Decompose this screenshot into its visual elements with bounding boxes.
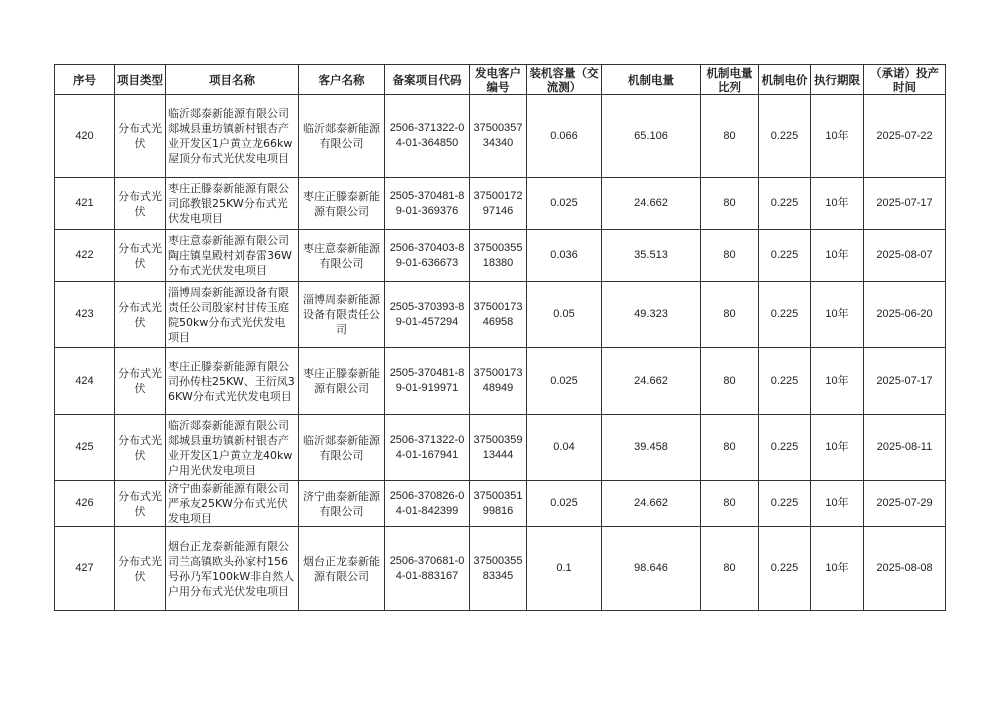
commission-date-cell: 2025-06-20: [864, 282, 946, 348]
project-type-cell: 分布式光伏: [115, 348, 166, 415]
project-name-cell: 枣庄意泰新能源有限公司陶庄镇皇殿村刘春雷36W分布式光伏发电项目: [166, 230, 299, 282]
energy-ratio-cell: 80: [701, 282, 759, 348]
capacity-cell: 0.025: [527, 348, 602, 415]
commission-date-cell: 2025-08-07: [864, 230, 946, 282]
mechanism-price-cell: 0.225: [759, 95, 811, 178]
capacity-cell: 0.036: [527, 230, 602, 282]
customer-name-cell: 枣庄正滕泰新能源有限公司: [299, 178, 385, 230]
customer-number-cell: 3750035734340: [470, 95, 527, 178]
capacity-cell: 0.025: [527, 481, 602, 527]
term-cell: 10年: [811, 178, 864, 230]
table-row: [55, 282, 946, 348]
mechanism-energy-cell: 24.662: [602, 481, 701, 527]
customer-name-cell: 临沂郯泰新能源有限公司: [299, 95, 385, 178]
commission-date-cell: 2025-07-17: [864, 178, 946, 230]
table-row: [55, 415, 946, 481]
project-type-cell: 分布式光伏: [115, 415, 166, 481]
capacity-cell: 0.1: [527, 527, 602, 611]
energy-ratio-cell: 80: [701, 527, 759, 611]
project-name-cell: 烟台正龙泰新能源有限公司兰高镇欧头孙家村156号孙乃军100kW非自然人户用分布式光伏发电项目: [166, 527, 299, 611]
term-cell: 10年: [811, 527, 864, 611]
capacity-cell: 0.025: [527, 178, 602, 230]
project-type-cell: 分布式光伏: [115, 178, 166, 230]
serial-number-cell: 427: [55, 527, 115, 611]
header-cell: 执行期限: [811, 65, 864, 95]
mechanism-energy-cell: 35.513: [602, 230, 701, 282]
mechanism-energy-cell: 24.662: [602, 178, 701, 230]
serial-number-cell: 422: [55, 230, 115, 282]
filing-code-cell: 2506-370403-89-01-636673: [385, 230, 470, 282]
commission-date-cell: 2025-08-08: [864, 527, 946, 611]
project-name-cell: 枣庄正滕泰新能源有限公司邱教银25KW分布式光伏发电项目: [166, 178, 299, 230]
header-cell: 客户名称: [299, 65, 385, 95]
mechanism-energy-cell: 39.458: [602, 415, 701, 481]
mechanism-price-cell: 0.225: [759, 415, 811, 481]
project-type-cell: 分布式光伏: [115, 95, 166, 178]
project-name-cell: 临沂郯泰新能源有限公司郯城县重坊镇新村银杏产业开发区1户黄立龙40kw户用光伏发电项目: [166, 415, 299, 481]
customer-name-cell: 济宁曲泰新能源有限公司: [299, 481, 385, 527]
table-row: [55, 481, 946, 527]
mechanism-price-cell: 0.225: [759, 527, 811, 611]
customer-number-cell: 3750035913444: [470, 415, 527, 481]
customer-number-cell: 3750035518380: [470, 230, 527, 282]
table-row: [55, 178, 946, 230]
commission-date-cell: 2025-07-22: [864, 95, 946, 178]
customer-number-cell: 3750035199816: [470, 481, 527, 527]
project-name-cell: 济宁曲泰新能源有限公司严承友25KW分布式光伏发电项目: [166, 481, 299, 527]
term-cell: 10年: [811, 95, 864, 178]
customer-name-cell: 烟台正龙泰新能源有限公司: [299, 527, 385, 611]
mechanism-price-cell: 0.225: [759, 481, 811, 527]
customer-name-cell: 枣庄意泰新能源有限公司: [299, 230, 385, 282]
commission-date-cell: 2025-08-11: [864, 415, 946, 481]
mechanism-energy-cell: 65.106: [602, 95, 701, 178]
energy-ratio-cell: 80: [701, 348, 759, 415]
filing-code-cell: 2506-370681-04-01-883167: [385, 527, 470, 611]
serial-number-cell: 425: [55, 415, 115, 481]
customer-name-cell: 淄博周泰新能源设备有限责任公司: [299, 282, 385, 348]
filing-code-cell: 2506-371322-04-01-167941: [385, 415, 470, 481]
term-cell: 10年: [811, 230, 864, 282]
mechanism-price-cell: 0.225: [759, 348, 811, 415]
mechanism-energy-cell: 49.323: [602, 282, 701, 348]
term-cell: 10年: [811, 348, 864, 415]
table-row: [55, 527, 946, 611]
capacity-cell: 0.05: [527, 282, 602, 348]
project-type-cell: 分布式光伏: [115, 527, 166, 611]
header-cell: （承诺）投产时间: [864, 65, 946, 95]
header-cell: 项目类型: [115, 65, 166, 95]
customer-name-cell: 临沂郯泰新能源有限公司: [299, 415, 385, 481]
table-header-row: [55, 65, 946, 95]
capacity-cell: 0.04: [527, 415, 602, 481]
table-row: [55, 348, 946, 415]
filing-code-cell: 2505-370481-89-01-369376: [385, 178, 470, 230]
energy-ratio-cell: 80: [701, 415, 759, 481]
serial-number-cell: 420: [55, 95, 115, 178]
filing-code-cell: 2506-370826-04-01-842399: [385, 481, 470, 527]
commission-date-cell: 2025-07-29: [864, 481, 946, 527]
serial-number-cell: 426: [55, 481, 115, 527]
header-cell: 装机容量（交流测）: [527, 65, 602, 95]
project-name-cell: 临沂郯泰新能源有限公司郯城县重坊镇新村银杏产业开发区1户黄立龙66kw屋顶分布式光伏发电项目: [166, 95, 299, 178]
energy-ratio-cell: 80: [701, 178, 759, 230]
mechanism-energy-cell: 98.646: [602, 527, 701, 611]
term-cell: 10年: [811, 481, 864, 527]
filing-code-cell: 2505-370393-89-01-457294: [385, 282, 470, 348]
filing-code-cell: 2506-371322-04-01-364850: [385, 95, 470, 178]
table-row: [55, 95, 946, 178]
customer-number-cell: 3750017297146: [470, 178, 527, 230]
mechanism-energy-cell: 24.662: [602, 348, 701, 415]
mechanism-price-cell: 0.225: [759, 178, 811, 230]
capacity-cell: 0.066: [527, 95, 602, 178]
customer-number-cell: 3750017348949: [470, 348, 527, 415]
project-type-cell: 分布式光伏: [115, 282, 166, 348]
commission-date-cell: 2025-07-17: [864, 348, 946, 415]
serial-number-cell: 421: [55, 178, 115, 230]
project-type-cell: 分布式光伏: [115, 230, 166, 282]
header-cell: 机制电量比列: [701, 65, 759, 95]
mechanism-price-cell: 0.225: [759, 230, 811, 282]
customer-name-cell: 枣庄正滕泰新能源有限公司: [299, 348, 385, 415]
header-cell: 序号: [55, 65, 115, 95]
project-name-cell: 枣庄正滕泰新能源有限公司孙传柱25KW、王衍凤36KW分布式光伏发电项目: [166, 348, 299, 415]
header-cell: 发电客户编号: [470, 65, 527, 95]
table-row: [55, 230, 946, 282]
serial-number-cell: 423: [55, 282, 115, 348]
energy-ratio-cell: 80: [701, 95, 759, 178]
header-cell: 机制电量: [602, 65, 701, 95]
term-cell: 10年: [811, 282, 864, 348]
header-cell: 项目名称: [166, 65, 299, 95]
customer-number-cell: 3750017346958: [470, 282, 527, 348]
term-cell: 10年: [811, 415, 864, 481]
project-name-cell: 淄博周泰新能源设备有限责任公司殷家村甘传玉庭院50kw分布式光伏发电项目: [166, 282, 299, 348]
energy-ratio-cell: 80: [701, 481, 759, 527]
project-type-cell: 分布式光伏: [115, 481, 166, 527]
mechanism-price-cell: 0.225: [759, 282, 811, 348]
header-cell: 机制电价: [759, 65, 811, 95]
header-cell: 备案项目代码: [385, 65, 470, 95]
filing-code-cell: 2505-370481-89-01-919971: [385, 348, 470, 415]
energy-ratio-cell: 80: [701, 230, 759, 282]
customer-number-cell: 3750035583345: [470, 527, 527, 611]
table-body: [55, 95, 946, 611]
serial-number-cell: 424: [55, 348, 115, 415]
project-table: [54, 64, 946, 611]
